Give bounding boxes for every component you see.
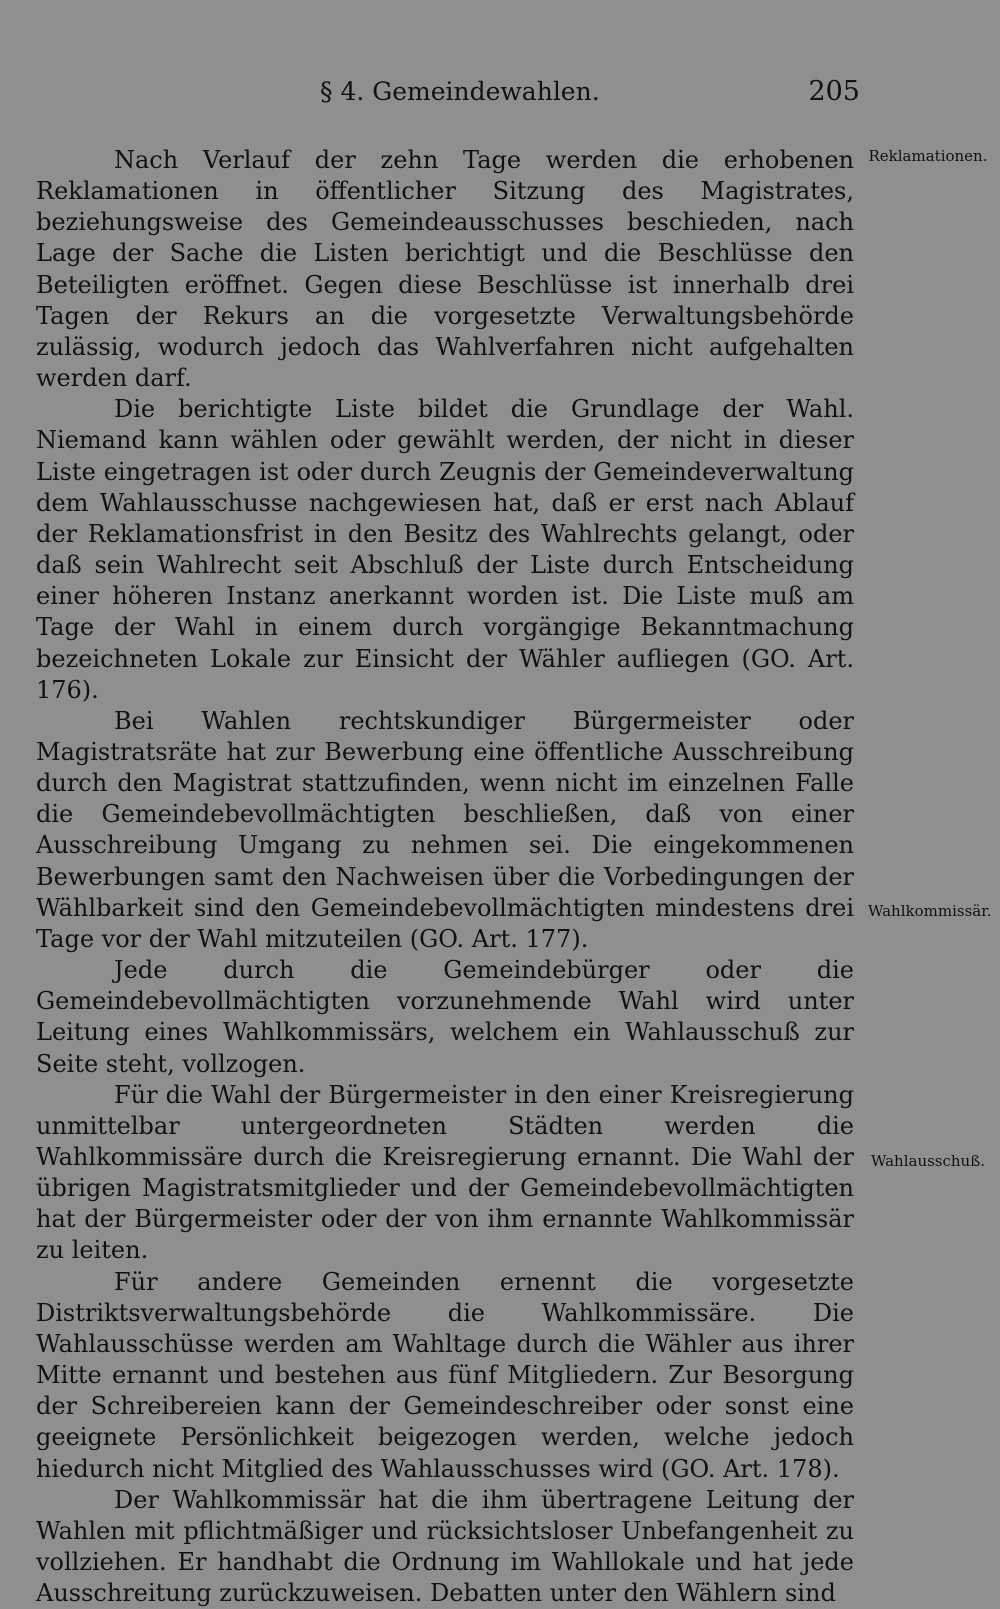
margin-note-reklamationen: Reklamationen. — [868, 147, 988, 165]
paragraph-buergermeister-wahlen: Bei Wahlen rechtskundiger Bürgermeister oder Magistratsräte hat zur Bewerbung eine öffentliche Ausschreibung durch den Magistrat stattzufinden, wenn nicht im einzelnen Falle die Gemeindebevollmächtigten beschließen, daß von einer Ausschreibung Umgang zu nehmen sei. Die eingekommenen Bewerbungen samt den Nachweisen über die Vorbedingungen der Wählbarkeit sind den Gemeindebevollmächtigten mindestens drei Tage vor der Wahl mitzuteilen (GO. Art. 177). — [36, 706, 854, 953]
section-title: § 4. Gemeindewahlen. — [320, 77, 600, 106]
margin-note-wahlkommissaer: Wahlkommissär. — [868, 902, 992, 920]
paragraph-leitung: Der Wahlkommissär hat die ihm übertragene Leitung der Wahlen mit pflichtmäßiger und rücksichtsloser Unbefangenheit zu vollziehen. Er handhabt die Ordnung im Wahllokale und hat jede Ausschreitung zurückzuweisen. Debatten unter den Wählern sind — [36, 1485, 854, 1608]
paragraph-kreisregierung: Für die Wahl der Bürgermeister in den einer Kreisregierung unmittelbar untergeordneten Städten werden die Wahlkommissäre durch die Kreisregierung ernannt. Die Wahl der übrigen Magistratsmitglieder und der Gemeindebevollmächtigten hat der Bürgermeister oder der von ihm ernannte Wahlkommissär zu leiten. — [36, 1080, 854, 1265]
body-text — [36, 145, 854, 1609]
paragraph-andere-gemeinden: Für andere Gemeinden ernennt die vorgesetzte Distriktsverwaltungsbehörde die Wahlkommissäre. Die Wahlausschüsse werden am Wahltage durch die Wähler aus ihrer Mitte ernannt und bestehen aus fünf Mitgliedern. Zur Besorgung der Schreibereien kann der Gemeindeschreiber oder sonst eine geeignete Persönlichkeit beigezogen werden, welche jedoch hiedurch nicht Mitglied des Wahlausschusses wird (GO. Art. 178). — [36, 1267, 854, 1483]
margin-note-wahlausschuss: Wahlausschuß. — [870, 1152, 986, 1170]
paragraph-reklamationen: Nach Verlauf der zehn Tage werden die erhobenen Reklamationen in öffentlicher Sitzung des Magistrates, beziehungsweise des Gemeindeausschusses beschieden, nach Lage der Sache die Listen berichtigt und die Beschlüsse den Beteiligten eröffnet. Gegen diese Beschlüsse ist innerhalb drei Tagen der Rekurs an die vorgesetzte Verwaltungsbehörde zulässig, wodurch jedoch das Wahlverfahren nicht aufgehalten werden darf. — [36, 146, 854, 393]
page-number: 205 — [808, 76, 860, 107]
paragraph-wahlkommissaer: Jede durch die Gemeindebürger oder die Gemeindebevollmächtigten vorzunehmende Wahl wird unter Leitung eines Wahlkommissärs, welchem ein Wahlausschuß zur Seite steht, vollzogen. — [36, 956, 854, 1078]
page-header — [320, 72, 860, 112]
paragraph-liste: Die berichtigte Liste bildet die Grundlage der Wahl. Niemand kann wählen oder gewählt werden, der nicht in dieser Liste eingetragen ist oder durch Zeugnis der Gemeindeverwaltung dem Wahlausschusse nachgewiesen hat, daß er erst nach Ablauf der Reklamationsfrist in den Besitz des Wahlrechts gelangt, oder daß sein Wahlrecht seit Abschluß der Liste durch Entscheidung einer höheren Instanz anerkannt worden ist. Die Liste muß am Tage der Wahl in einem durch vorgängige Bekanntmachung bezeichneten Lokale zur Einsicht der Wähler aufliegen (GO. Art. 176). — [36, 395, 854, 704]
